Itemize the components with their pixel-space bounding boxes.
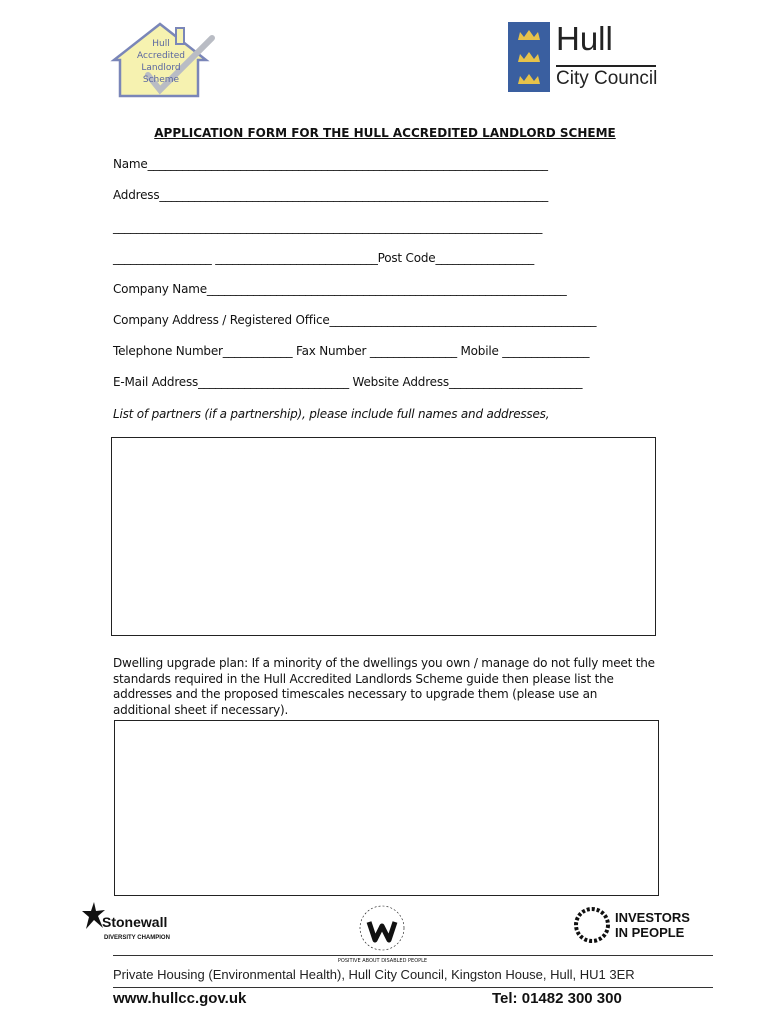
name-field[interactable]: Name_____________________________________________________________________: [113, 157, 548, 171]
laurel-wreath-icon: [573, 906, 611, 944]
stonewall-name: Stonewall: [102, 914, 168, 930]
council-divider: [556, 65, 656, 67]
company-name-field[interactable]: Company Name______________________________________________________________: [113, 282, 567, 296]
footer-divider-bottom: [113, 987, 713, 988]
footer-telephone: Tel: 01482 300 300: [492, 990, 622, 1007]
address-field[interactable]: Address___________________________________________________________________: [113, 188, 548, 202]
hals-line-4: Scheme: [142, 75, 180, 85]
footer-website-link[interactable]: www.hullcc.gov.uk: [113, 990, 247, 1007]
council-name-hull: Hull: [556, 20, 613, 57]
partners-instruction: List of partners (if a partnership), please include full names and addresses,: [113, 407, 550, 421]
form-title: APPLICATION FORM FOR THE HULL ACCREDITED LANDLORD SCHEME: [154, 126, 616, 140]
upgrade-plan-textbox[interactable]: [114, 720, 659, 896]
council-logo: [508, 22, 668, 94]
hals-line-3: Landlord: [141, 63, 181, 73]
hals-line-1: Hull: [152, 39, 170, 49]
crown-shield-icon: [508, 22, 550, 92]
footer-divider-top: [113, 955, 713, 956]
iip-line-1: INVESTORS: [615, 910, 690, 925]
hals-line-2: Accredited: [137, 51, 185, 61]
partners-textbox[interactable]: [111, 437, 656, 636]
company-address-field[interactable]: Company Address / Registered Office______________________________________________: [113, 313, 597, 327]
footer-address: Private Housing (Environmental Health), Hull City Council, Kingston House, Hull, HU1 3ER: [113, 967, 635, 982]
hals-logo: [108, 20, 218, 100]
iip-line-2: IN PEOPLE: [615, 925, 685, 940]
disability-symbol-logo: [337, 900, 428, 964]
council-name-city: City Council: [556, 68, 658, 89]
investors-in-people-logo: [573, 906, 693, 946]
email-website-fields[interactable]: E-Mail Address__________________________ Website Address_______________________: [113, 375, 583, 389]
address-line-2-field[interactable]: __________________________________________________________________________: [113, 220, 543, 234]
stonewall-logo: [82, 902, 182, 946]
upgrade-plan-instruction: Dwelling upgrade plan: If a minority of the dwellings you own / manage do not fully meet the standards required in the Hull Accredited Landlords Scheme guide then please list the addresses and the proposed timescales necessary to upgrade them (please use an additional sheet if necessary).: [113, 656, 655, 717]
telephone-fax-mobile-fields[interactable]: Telephone Number____________ Fax Number _______________ Mobile _______________: [113, 344, 590, 358]
postcode-field[interactable]: _________________ ____________________________Post Code_________________: [113, 251, 535, 265]
disability-symbol-text: POSITIVE ABOUT DISABLED PEOPLE: [337, 958, 428, 964]
stonewall-sub: DIVERSITY CHAMPION: [104, 935, 170, 941]
